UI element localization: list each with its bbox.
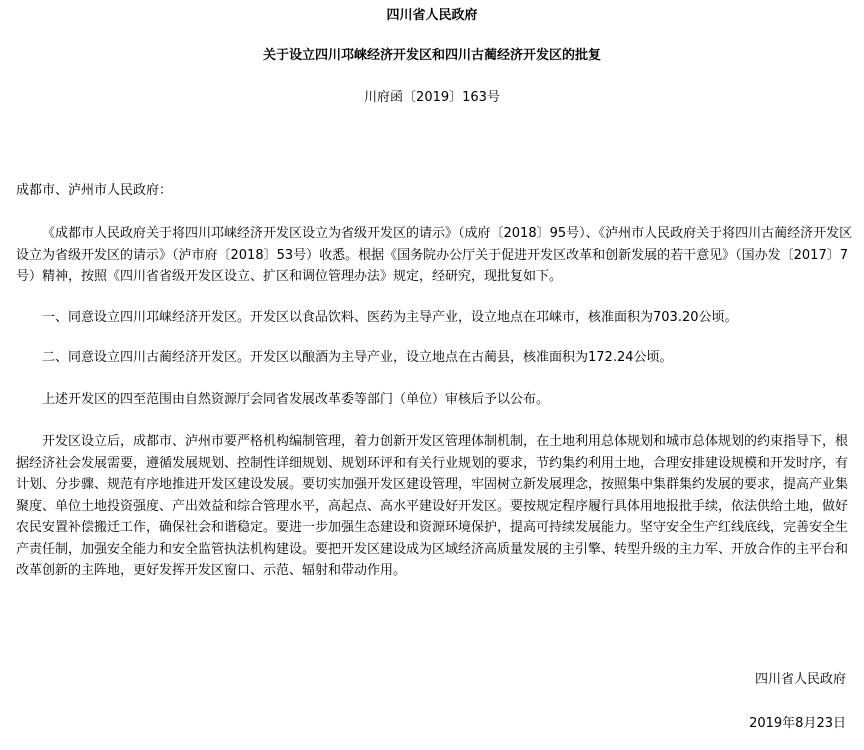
paragraph-boundary-notice: 上述开发区的四至范围由自然资源厅会同省发展改革委等部门（单位）审核后予以公布。 — [42, 392, 550, 407]
issuer-heading: 四川省人民政府 — [386, 8, 478, 23]
paragraph-requirements: 开发区设立后，成都市、泸州市要严格机构编制管理，着力创新开发区管理体制机制，在土地利用总体规划和城市总体规划的约束指导下，根据经济社会发展需要，遵循发展规划、控制性详细规划、规划环评和有关行业规划的要求，节约集约利用土地，合理安排建设规模和开发时序，有计划、分步骤、规范有序地推进开发区建设发展。要切实加强开发区建设管理，牢固树立新发展理念，按照集中集群集约发展的要求，提高产业集聚度、单位土地投资强度、产出效益和综合管理水平，高起点、高水平建设好开发区。要按规定程序履行具体用地报批手续，依法供给土地，做好农民安置补偿搬迁工作，确保社会和谐稳定。要进一步加强生态建设和资源环境保护，提高可持续发展能力。坚守安全生产红线底线，完善安全生产责任制，加强安全能力和安全监管执法机构建设。要把开发区建设成为区域经济高质量发展的主引擎、转型升级的主力军、开放合作的主平台和改革创新的主阵地，更好发挥开发区窗口、示范、辐射和带动作用。 — [16, 434, 849, 578]
signer: 四川省人民政府 — [754, 672, 846, 687]
paragraph-item-one: 一、同意设立四川邛崃经济开发区。开发区以食品饮料、医药为主导产业，设立地点在邛崃市，核准面积为703.20公顷。 — [42, 310, 738, 325]
paragraph-item-two: 二、同意设立四川古蔺经济开发区。开发区以酿酒为主导产业，设立地点在古蔺县，核准面积为172.24公顷。 — [42, 350, 673, 365]
signing-date: 2019年8月23日 — [749, 716, 846, 731]
paragraph-preamble: 《成都市人民政府关于将四川邛崃经济开发区设立为省级开发区的请示》（成府〔2018〕95号）、《泸州市人民政府关于将四川古蔺经济开发区设立为省级开发区的请示》（泸市府〔2018〕53号）收悉。根据《国务院办公厅关于促进开发区改革和创新发展的若干意见》（国办发〔2017〕7号）精神，按照《四川省省级开发区设立、扩区和调位管理办法》规定，经研究，现批复如下。 — [16, 226, 853, 284]
document-title: 关于设立四川邛崃经济开发区和四川古蔺经济开发区的批复 — [262, 48, 601, 63]
addressee: 成都市、泸州市人民政府： — [16, 183, 173, 198]
document-number: 川府函〔2019〕163号 — [364, 90, 500, 105]
